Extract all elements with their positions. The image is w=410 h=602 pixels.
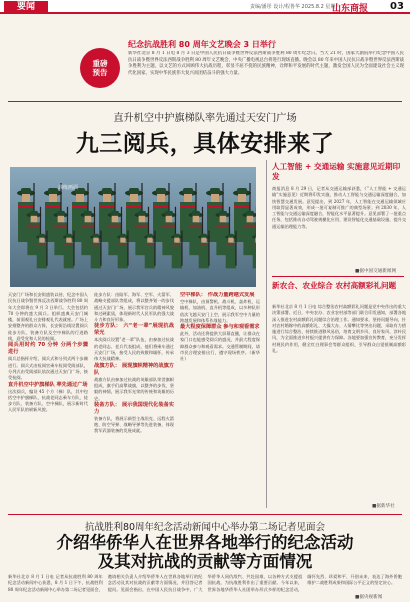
paragraph: 这次阅兵，编设 45 个方（梯）队，其中包括空中护旗梯队、抗战老同志乘车方队、徒步方队、装备方队、空中梯队，展示新时代人民军队的崭新风貌。 [8,388,88,413]
sidebar-title-2: 新农合、农业综合 农村高额彩礼问题 [272,281,397,290]
subhead: 空中梯队： 作战力量跨越式发展 [180,292,255,298]
paragraph: 装备方队，将展示新型主战坦克、远程火箭炮、防空导弹、战略导弹等先进装备，体现我军武器装备的发展成就。 [94,415,174,434]
parade-photo [10,167,256,287]
subhead: 最大程度保障群众 参与和观看需求 [180,324,260,331]
divider [8,514,402,515]
page-number: 03 [390,1,404,12]
page-header [0,0,410,14]
event-credit: ■据央视新闻 [355,595,383,600]
subhead: 徒步方队： 六“老一辈”展现抗战荣光 [94,323,174,337]
article-column-b [94,292,174,514]
column-divider [266,160,267,508]
preview-body: 新华社北京 8 月 1 日电 8 月 3 日是中国人民抗日战争暨世界反法西斯战争胜利 80 周年纪念日。当天 21 时，国家大剧院举行纪念中国人民抗日战争暨世界反法西斯战争胜利 80 周年文艺晚会，中央广播电视总台将进行现场直播。晚会以 80 年来中国人民抗日战争暨世界反法西斯战争胜利为主题，以文艺的方式回顾伟大抗战历程，彰显不屈不挠的民族精神，诠释和平发展的时代主题，激发全国人民为全面建设社会主义现代化国家、实现中华民族伟大复兴而团结奋斗的强大力量。 [128,51,404,76]
paragraph: 徒步方队：由陆军、海军、空军、火箭军、战略支援部队等组成，将以整齐划一的步伐通过天安门广场，展示我军官兵的精神风貌和过硬素质，体现新时代人民军队的强大战斗力和良好形象。 [94,292,174,323]
divider [272,276,404,277]
event-headline [0,533,410,571]
badge-line-2: 预告 [92,68,108,77]
preview-badge [80,48,120,88]
paragraph: 本次阅兵设置“老一辈”队伍，由参加过抗战的老同志、老兵代表组成，他们将乘车通过天安门广场，接受人民的致敬和缅怀，传承伟大抗战精神。 [94,337,174,362]
page-meta: 责编/潘彤 设计/程鲁华 2025.8.2 星期六 [250,4,341,10]
paragraph: 空中梯队，由预警机、战斗机、轰炸机、运输机、加油机、直升机等组成，以多种队形依次飞越天安门上空，展示我军空中力量的跨越发展和体系作战能力。 [180,299,260,323]
main-kicker: 直升机空中护旗梯队率先通过天安门广场 [113,113,297,124]
parade-photo-image [10,167,256,287]
paragraph: 阅兵总指挥介绍，阅兵式和分列式两个步骤进行。阅兵式由检阅官乘车检阅受阅部队，分列式由受阅部队依次通过天安门广场，接受检阅。 [8,356,88,381]
preview-title: 纪念抗战胜利 80 周年文艺晚会 3 日举行 [128,40,276,49]
subhead: 直升机空中护旗梯队 率先通过广场 [8,381,88,388]
article-column-c [180,292,260,514]
main-headline: 九三阅兵，具体安排来了 [75,131,335,157]
paragraph: 此外，活动还将提供大屏幕直播，让群众在家门口也能感受阅兵的盛况，并最大程度保障群众参与和观看需求。交通管制期间，请市民合理安排出行，遵守现场秩序。（新华社） [180,331,260,362]
sidebar-title-1: 人工智能 + 交通运输 实施意见近期印发 [272,162,401,181]
sidebar-credit-1: ■据中国交通新闻网 [355,269,397,274]
divider [8,101,402,102]
event-headline-line-2: 及其对抗战的贡献等方面情况 [97,552,313,571]
event-kicker: 抗战胜利80周年纪念活动新闻中心举办第二场记者见面会 [84,522,326,533]
subhead: 阅兵用时约 70 分钟 分两个步骤进行 [8,342,88,356]
sidebar-credit-2: ■据新华社 [372,504,395,509]
sidebar-body-1: 商报消息 8 月 29 日，记者从交通运输部获悉，《“人工智能 + 交通运输”实施意见》近期将印发实施，推动人工智能与交通运输深度融合，加快智慧交通发展。意见提出，到 2027 年，人工智能在交通运输领域应用取得显著成效，形成一批可复制可推广的典型场景；到 2030 年，人工智能与交通运输深度融合，智能化水平显著提升。意见部署了一批重点任务，包括推动自动驾驶规模化应用、建设智能化交通基础设施、提升交通运输治理能力等。 [272,186,406,229]
subhead: 装备方队： 展示我国现代化装备实力 [94,401,174,415]
article-column-a [8,292,88,514]
paragraph: 战旗方队由参加过抗战的英雄部队荣誉旗帜组成，旗手们高擎战旗，以整齐的步伐、坚毅的神情，展示我军光荣的传统和英雄的历史。 [94,376,174,401]
sidebar-body-2: 新华社北京 8 月 1 日电 综合整治农村高额彩礼问题是党中央作出的重大决策部署。近日，中央农办、农业农村部等部门联合印发通知，部署各地深入推进农村高额彩礼问题综合治理工作。通知要求，坚持问题导向，针对农村婚嫁中的高额彩礼、大操大办、人情攀比等突出问题，采取有力措施进行综合整治，持续推进移风易俗，培育文明乡风、良好家风、淳朴民风，为全面推进乡村振兴提供有力保障。各地要加强宣传教育，充分发挥村规民约作用，健全红白理事会等群众组织，引导群众自觉抵制高额彩礼。 [272,304,406,354]
event-headline-line-1: 介绍华侨华人在世界各地举行的纪念活动 [56,533,354,552]
event-body: 新华社北京 8 月 1 日电 记者从抗战胜利 80 周年纪念活动新闻中心获悉，8 月 1 日下午，抗战胜利 80 周年纪念活动新闻中心举办第二场记者见面会，邀请相关负责人介绍华侨华人在世界各地举行的纪念活动及其对抗战的贡献等方面情况，并回答记者提问。见面会指出，在中国人民抗日战争中，广大华侨华人同仇敌忾、共赴国难，以各种方式支援祖国抗战，为抗战胜利作出了重要贡献。今年以来，世界各地华侨华人社团举办形式多样的纪念活动，缅怀先烈、珍爱和平、开创未来，表达了海外侨胞维护二战胜利成果和国际公平正义的坚定决心。 [8,574,402,592]
paragraph: 天安门广场和长安街盛装以待，纪念中国人民抗日战争暨世界反法西斯战争胜利 80 周年大会即将在 9 月 3 日举行。大会包括约 70 分钟的盛大阅兵。组织盛典天安门城楼，前面观礼台安排观礼代表就座。广场上安排整齐的群众方阵，长安街沿线设置阅兵徒步方队、装备方队及空中梯队的行进路线，迎受党和人民的检阅。 [8,292,88,342]
badge-line-1: 重磅 [92,59,108,68]
photo-credit: 训练画面 [58,185,79,191]
section-label: 要闻 [4,1,48,13]
newspaper-name: 山东商报 [332,4,369,14]
subhead: 战旗方队： 展现旗帜精神的战旗方队 [94,362,174,376]
